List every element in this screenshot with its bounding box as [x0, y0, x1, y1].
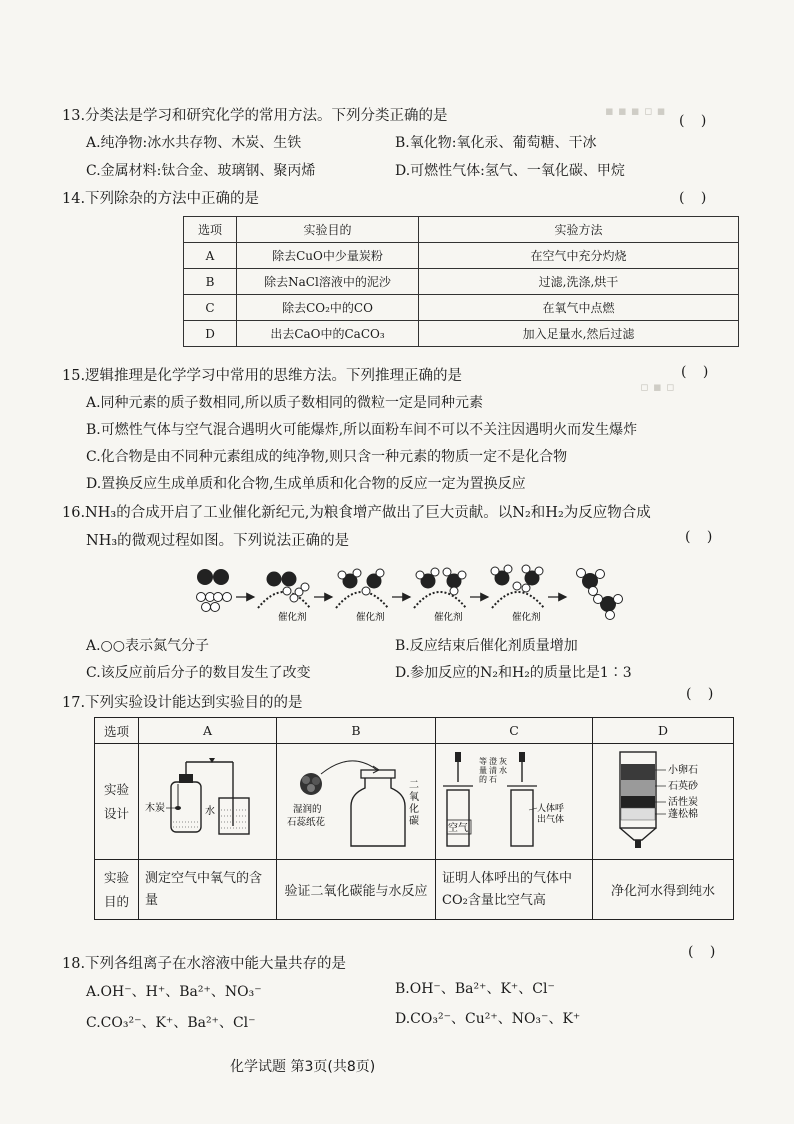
- q17-col-header: C: [436, 718, 593, 744]
- label-co2: 二氧化碳: [409, 780, 419, 827]
- q14-cell: B: [184, 269, 237, 295]
- q17-table: [94, 717, 734, 920]
- q15-option-a: A.同种元素的质子数相同,所以质子数相同的微粒一定是同种元素: [86, 395, 484, 411]
- label-quartz-sand: 石英砂: [668, 781, 698, 792]
- q17-row-label-cell: [95, 860, 139, 920]
- q14-cell: 加入足量水,然后过滤: [419, 321, 739, 347]
- q17-answer-paren: ( ): [686, 686, 720, 702]
- q18-option-d: D.CO₃²⁻、Cu²⁺、NO₃⁻、K⁺: [395, 1011, 581, 1027]
- bleed-through: ▫ ▪ ▫: [640, 380, 675, 395]
- apparatus-c-image: [439, 748, 589, 852]
- q14-cell: 除去NaCl溶液中的泥沙: [237, 269, 419, 295]
- label-air: 空气: [448, 823, 468, 834]
- label-wet-litmus-2: 石蕊纸花: [287, 817, 326, 828]
- q14-cell: A: [184, 243, 237, 269]
- label-pebbles: 小卵石: [668, 765, 698, 776]
- q17-col-header: A: [139, 718, 277, 744]
- q14-cell: 除去CO₂中的CO: [237, 295, 419, 321]
- catalyst-label: 催化剂: [278, 612, 307, 623]
- q16-option-b: B.反应结束后催化剂质量增加: [395, 638, 578, 654]
- catalyst-surface: [492, 592, 544, 608]
- q17-row-label-cell: [95, 744, 139, 860]
- q14-cell: D: [184, 321, 237, 347]
- catalyst-label: 催化剂: [356, 612, 385, 623]
- label-activated-carbon: 活性炭: [668, 797, 698, 808]
- q16-reaction-diagram: [192, 564, 632, 624]
- q17-row-label: 实验目的: [103, 869, 129, 909]
- q14-cell: 在氧气中点燃: [419, 295, 739, 321]
- q16-stem-line1: 16.NH₃的合成开启了工业催化新纪元,为粮食增产做出了巨大贡献。以N₂和H₂为反应物合成: [62, 505, 651, 521]
- q17-purpose-b: 验证二氧化碳能与水反应: [277, 860, 436, 920]
- q17-col-header: B: [277, 718, 436, 744]
- q17-col-header: D: [593, 718, 734, 744]
- nh3-molecule: [594, 595, 623, 620]
- q18-answer-paren: ( ): [688, 944, 722, 960]
- q17-purpose-a: 测定空气中氧气的含量: [139, 860, 277, 920]
- q14-table: [183, 216, 739, 347]
- q18-stem: 18.下列各组离子在水溶液中能大量共存的是: [62, 956, 347, 972]
- q17-design-c: [436, 744, 593, 860]
- bleed-through: ▪ ▪ ▪ ▫ ▪: [605, 104, 666, 119]
- q16-answer-paren: ( ): [685, 529, 719, 545]
- label-wet-litmus-1: 湿润的: [293, 804, 322, 815]
- q17-purpose-c: 证明人体呼出的气体中CO₂含量比空气高: [436, 860, 593, 920]
- q15-option-d: D.置换反应生成单质和化合物,生成单质和化合物的反应一定为置换反应: [86, 476, 526, 492]
- q14-cell: 在空气中充分灼烧: [419, 243, 739, 269]
- q16-stem-line2: NH₃的微观过程如图。下列说法正确的是: [86, 533, 350, 549]
- catalyst-label: 催化剂: [512, 612, 541, 623]
- dropper-icon: [519, 752, 525, 782]
- q14-cell: 过滤,洗涤,烘干: [419, 269, 739, 295]
- q16-option-d: D.参加反应的N₂和H₂的质量比是1∶3: [395, 665, 632, 681]
- q17-design-a: [139, 744, 277, 860]
- q14-cell: 除去CuO中少量炭粉: [237, 243, 419, 269]
- q17-header: 选项: [95, 718, 139, 744]
- q14-stem: 14.下列除杂的方法中正确的是: [62, 191, 260, 207]
- q17-design-d: [593, 744, 734, 860]
- label-cotton: 蓬松棉: [668, 809, 698, 820]
- q13-answer-paren: ( ): [679, 113, 713, 129]
- nh3-molecule: [577, 569, 605, 596]
- q14-header: 实验方法: [419, 217, 739, 243]
- label-limewater: 等量的 澄清石 灰水: [479, 757, 507, 784]
- q17-stem: 17.下列实验设计能达到实验目的的是: [62, 695, 303, 711]
- apparatus-b-image: [281, 748, 431, 852]
- q15-option-c: C.化合物是由不同种元素组成的纯净物,则只含一种元素的物质一定不是化合物: [86, 449, 568, 465]
- q13-option-c: C.金属材料:钛合金、玻璃钢、聚丙烯: [86, 163, 316, 179]
- apparatus-a-image: [145, 748, 271, 852]
- q16-option-c: C.该反应前后分子的数目发生了改变: [86, 665, 311, 681]
- q14-answer-paren: ( ): [679, 190, 713, 206]
- q17-design-b: [277, 744, 436, 860]
- q14-cell: 出去CaO中的CaCO₃: [237, 321, 419, 347]
- n2-molecule: [197, 569, 229, 585]
- page-footer: 化学试题 第3页(共8页): [230, 1059, 376, 1075]
- q14-cell: C: [184, 295, 237, 321]
- q13-stem: 13.分类法是学习和研究化学的常用方法。下列分类正确的是: [62, 108, 448, 124]
- apparatus-d-image: [598, 748, 728, 852]
- flower-icon: [300, 773, 322, 795]
- catalyst-surface: [414, 592, 466, 608]
- q16-option-a: A.○○表示氮气分子: [86, 638, 209, 654]
- label-breath-2: 出气体: [537, 815, 565, 825]
- q14-header: 实验目的: [237, 217, 419, 243]
- q18-option-c: C.CO₃²⁻、K⁺、Ba²⁺、Cl⁻: [86, 1015, 256, 1031]
- h2-molecule: [197, 593, 232, 612]
- q17-row-label: 实验设计: [103, 781, 129, 821]
- q13-option-a: A.纯净物:冰水共存物、木炭、生铁: [86, 135, 302, 151]
- catalyst-surface: [336, 592, 388, 608]
- label-charcoal: 木炭: [144, 803, 165, 814]
- q15-stem: 15.逻辑推理是化学学习中常用的思维方法。下列推理正确的是: [62, 368, 463, 384]
- q17-purpose-d: 净化河水得到纯水: [593, 860, 734, 920]
- q18-option-b: B.OH⁻、Ba²⁺、K⁺、Cl⁻: [395, 981, 555, 997]
- q14-header: 选项: [184, 217, 237, 243]
- label-water: 水: [204, 806, 215, 817]
- q15-option-b: B.可燃性气体与空气混合遇明火可能爆炸,所以面粉车间不可以不关注因遇明火而发生爆炸: [86, 422, 638, 438]
- label-breath-1: 人体呼: [537, 804, 565, 814]
- q18-option-a: A.OH⁻、H⁺、Ba²⁺、NO₃⁻: [86, 984, 262, 1000]
- catalyst-label: 催化剂: [434, 612, 463, 623]
- q13-option-b: B.氧化物:氧化汞、葡萄糖、干冰: [395, 135, 597, 151]
- q13-option-d: D.可燃性气体:氢气、一氧化碳、甲烷: [395, 163, 625, 179]
- q15-answer-paren: ( ): [681, 364, 715, 380]
- dropper-icon: [455, 752, 461, 782]
